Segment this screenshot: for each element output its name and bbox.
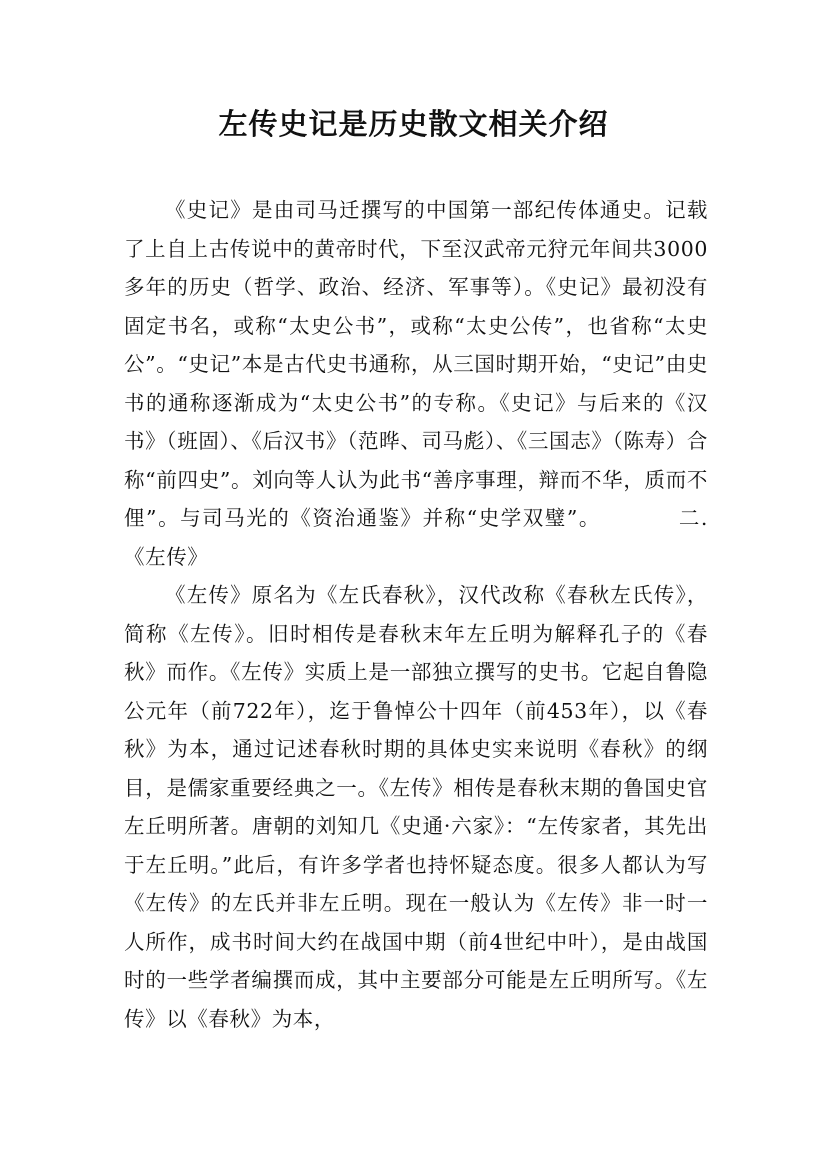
paragraph-zuozhuan: 《左传》原名为《左氏春秋》，汉代改称《春秋左氏传》，简称《左传》。旧时相传是春秋末年左丘明为解释孔子的《春秋》而作。《左传》实质上是一部独立撰写的史书。它起自鲁隐公元年（前722年），迄于鲁悼公十四年（前453年），以《春秋》为本，通过记述春秋时期的具体史实来说明《春秋》的纲目，是儒家重要经典之一。《左传》相传是春秋末期的鲁国史官左丘明所著。唐朝的刘知几《史通·六家》：“左传家者，其先出于左丘明。”此后，有许多学者也持怀疑态度。很多人都认为写《左传》的左氏并非左丘明。现在一般认为《左传》非一时一人所作，成书时间大约在战国中期（前4世纪中叶），是由战国时的一些学者编撰而成，其中主要部分可能是左丘明所写。《左传》以《春秋》为本， [124, 583, 708, 1031]
document-body [124, 191, 708, 1038]
document-title: 左传史记是历史散文相关介绍 [218, 107, 609, 141]
paragraph-shiji: 《史记》是由司马迁撰写的中国第一部纪传体通史。记载了上自上古传说中的黄帝时代，下至汉武帝元狩元年间共3000多年的历史（哲学、政治、经济、军事等）。《史记》最初没有固定书名，或称“太史公书”，或称“太史公传”，也省称“太史公”。“史记”本是古代史书通称，从三国时期开始，“史记”由史书的通称逐渐成为“太史公书”的专称。《史记》与后来的《汉书》（班固）、《后汉书》（范晔、司马彪）、《三国志》（陈寿）合称“前四史”。刘向等人认为此书“善序事理，辩而不华，质而不俚”。与司马光的《资治通鉴》并称“史学双璧”。 二.《左传》 [124, 198, 708, 569]
